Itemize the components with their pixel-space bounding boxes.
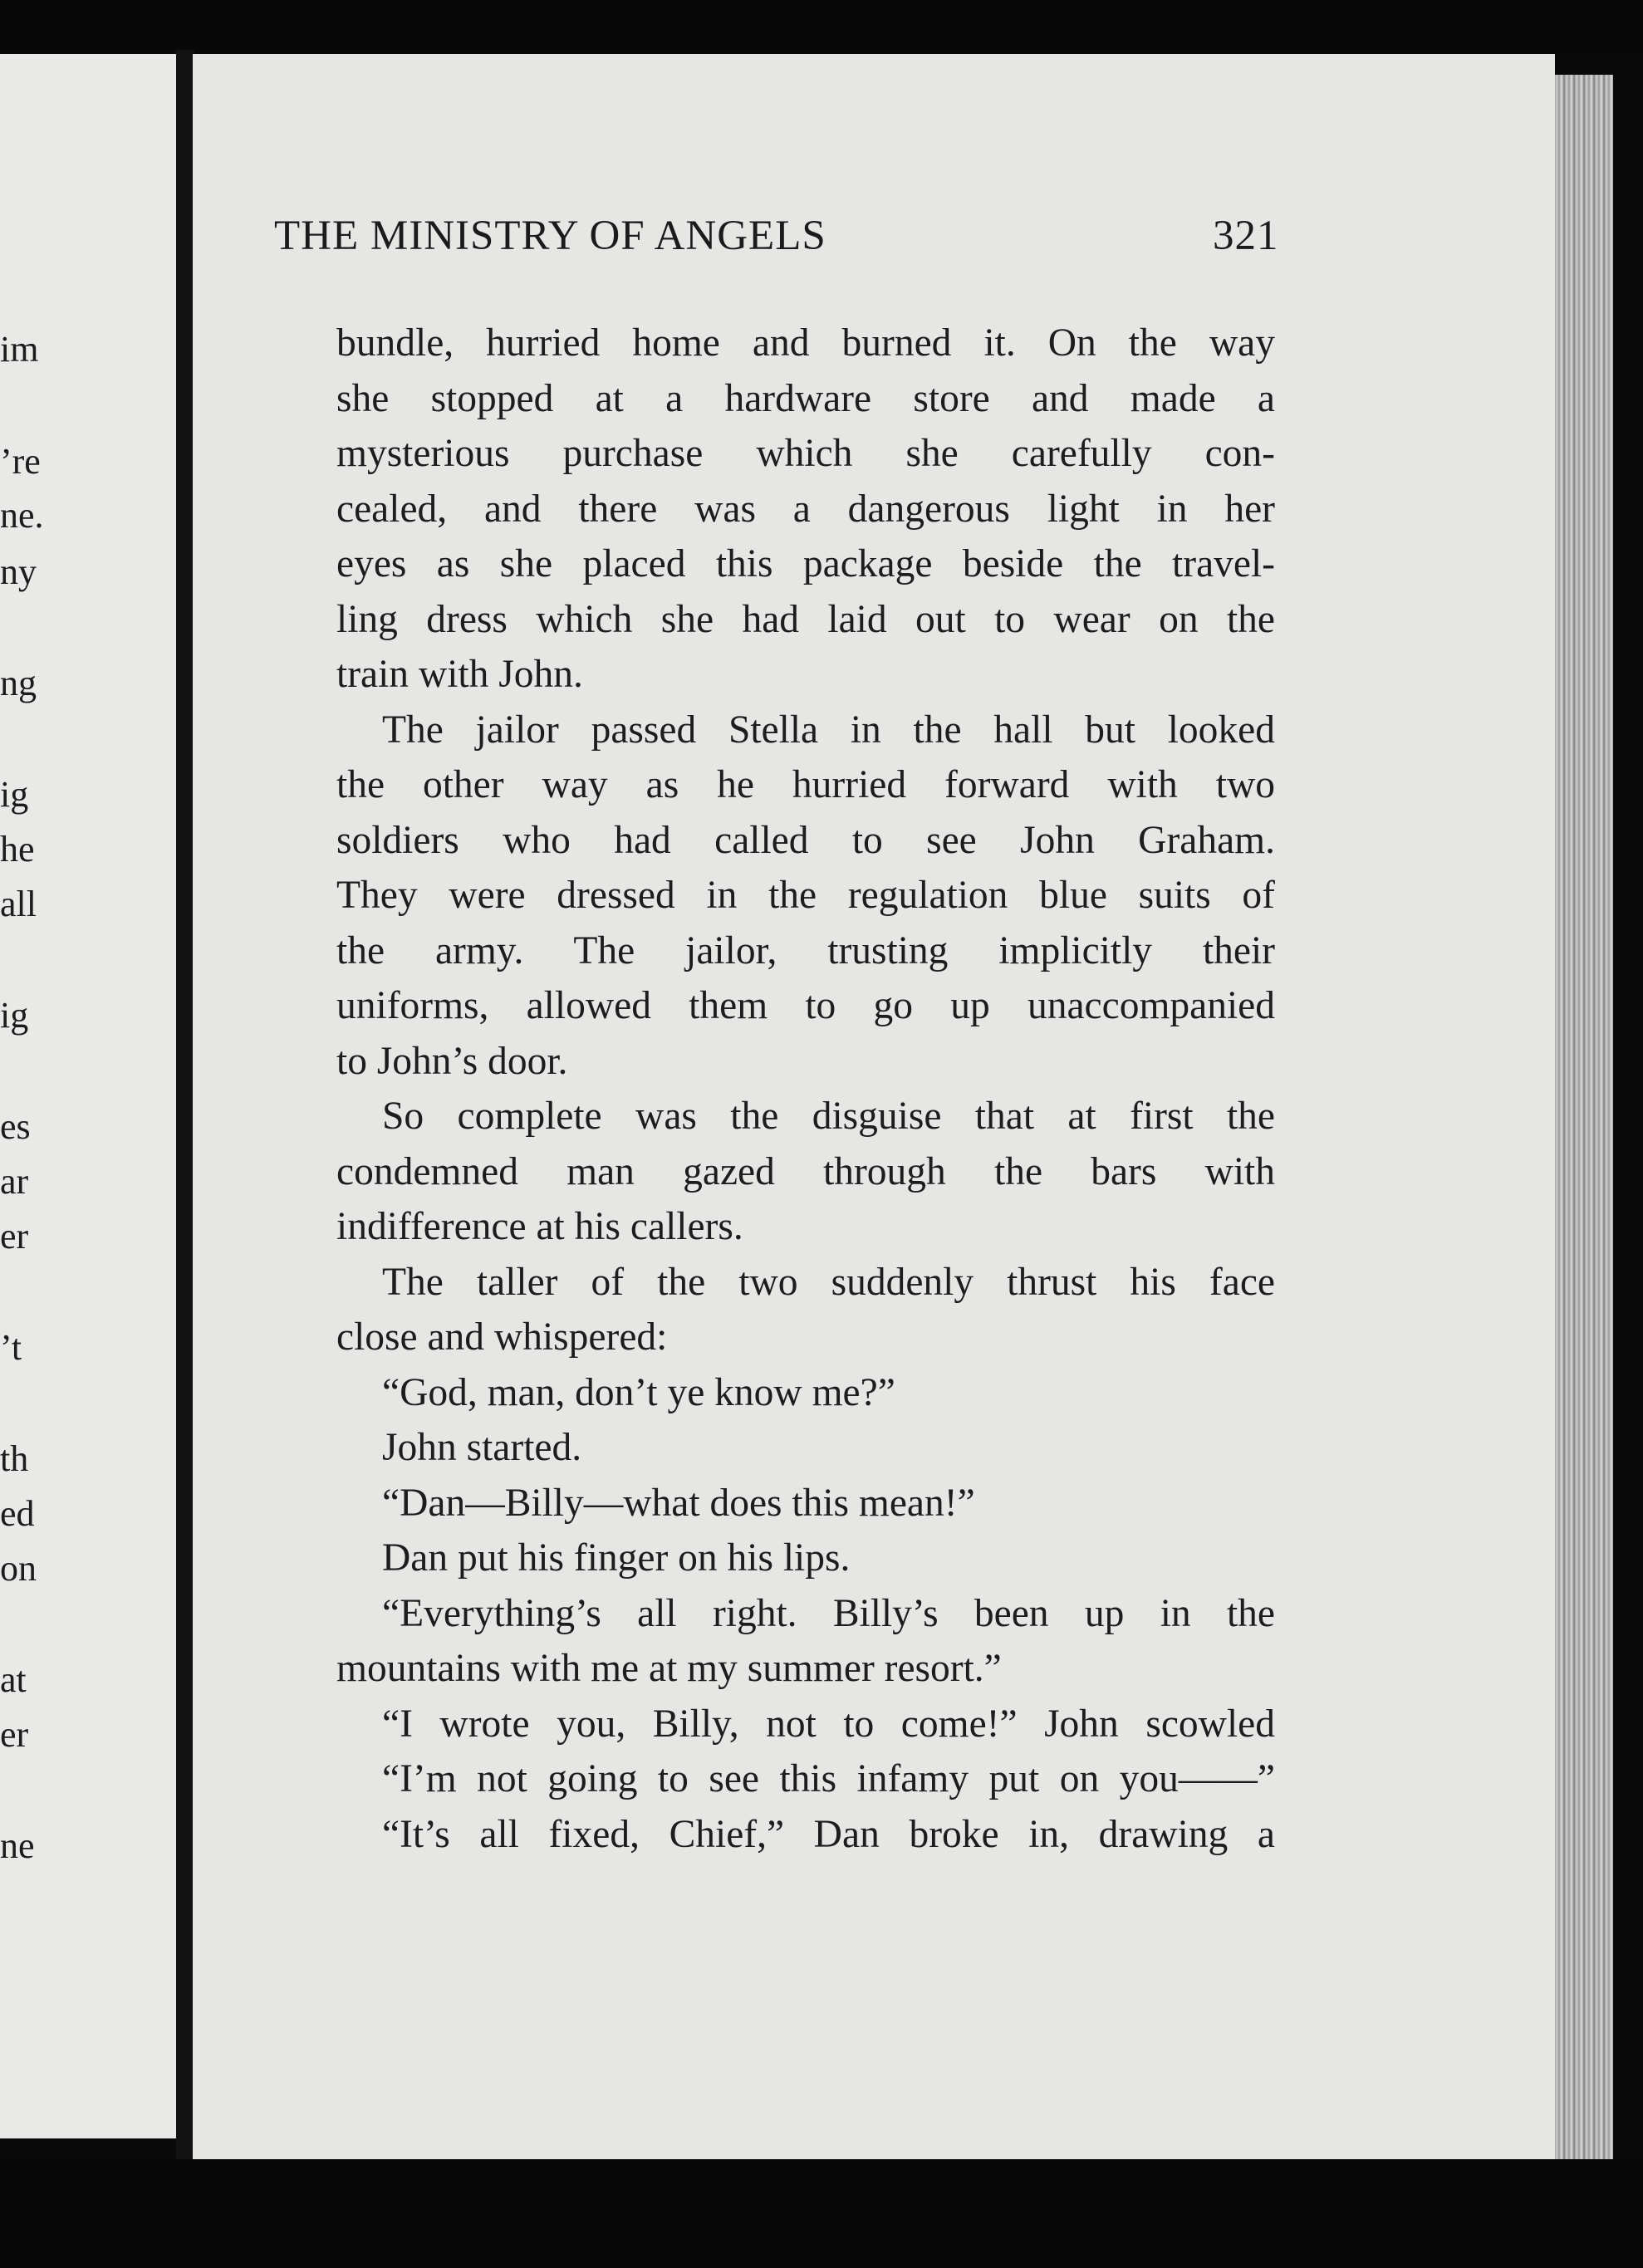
previous-page-fragment: ig [0,774,29,815]
previous-page-fragment: at [0,1659,27,1700]
previous-page-fragment: im [0,329,39,370]
previous-page-fragment: ’t [0,1327,22,1368]
previous-page-fragment: er [0,1216,29,1256]
text-line: “Dan—Billy—what does this mean!” [382,1481,975,1525]
text-line: So complete was the disguise that at first the [382,1095,1275,1138]
text-line: bundle, hurried home and burned it. On the way [336,321,1275,365]
text-line: “I’m not going to see this infamy put on you——” [382,1757,1275,1800]
text-line: the army. The jailor, trusting implicitly their [336,928,1275,972]
text-line: eyes as she placed this package beside the travel- [336,542,1275,585]
text-line: mysterious purchase which she carefully con- [336,432,1275,475]
text-line: Dan put his finger on his lips. [382,1536,851,1580]
text-line: The taller of the two suddenly thrust his face [382,1260,1275,1304]
text-line: John started. [382,1426,582,1469]
text-line: “God, man, don’t ye know me?” [382,1370,895,1414]
previous-page-fragment: es [0,1106,31,1147]
text-line: ling dress which she had laid out to wear on the [336,597,1275,641]
previous-page-fragment: ng [0,663,37,703]
text-line: They were dressed in the regulation blue suits of [336,874,1275,917]
text-line: mountains with me at my summer resort.” [336,1647,1002,1690]
text-line: indifference at his callers. [336,1205,743,1248]
text-line: “Everything’s all right. Billy’s been up in the [382,1591,1275,1635]
previous-page-fragment: er [0,1714,29,1755]
text-line: uniforms, allowed them to go up unaccompanied [336,984,1275,1027]
text-line: close and whispered: [336,1315,668,1359]
previous-page-fragment: he [0,829,35,869]
previous-page-fragment: ne. [0,495,44,536]
text-line: “I wrote you, Billy, not to come!” John scowled [382,1702,1275,1746]
text-line: she stopped at a hardware store and made a [336,376,1275,420]
previous-page-fragment: ne [0,1825,35,1866]
scan-bottom-border [0,2159,1643,2268]
text-line: “It’s all fixed, Chief,” Dan broke in, drawing a [382,1812,1275,1856]
text-line: cealed, and there was a dangerous light in her [336,487,1275,531]
text-line: the other way as he hurried forward with two [336,763,1275,806]
running-header [274,212,1296,260]
text-line: The jailor passed Stella in the hall but looked [382,708,1275,752]
running-header-title: THE MINISTRY OF ANGELS [274,213,826,259]
previous-page-fragment: ny [0,551,37,592]
text-line: to John’s door. [336,1039,568,1083]
book-page-edges [1547,75,1613,2201]
book-gutter [176,50,194,2159]
page-number: 321 [1213,213,1279,259]
previous-page-fragment: th [0,1438,29,1479]
body-text [336,316,1275,1862]
previous-page-fragment: ’re [0,441,41,482]
text-line: condemned man gazed through the bars with [336,1149,1275,1193]
scan-top-border [0,0,1643,58]
previous-page-fragment: ig [0,995,29,1036]
previous-page-fragment: all [0,884,37,924]
previous-page-fragment: on [0,1548,37,1589]
previous-page-fragment: ed [0,1493,35,1534]
text-line: train with John. [336,653,583,696]
text-line: soldiers who had called to see John Graham. [336,818,1275,862]
previous-page-fragment: ar [0,1161,29,1202]
previous-page-edge [0,54,179,2138]
